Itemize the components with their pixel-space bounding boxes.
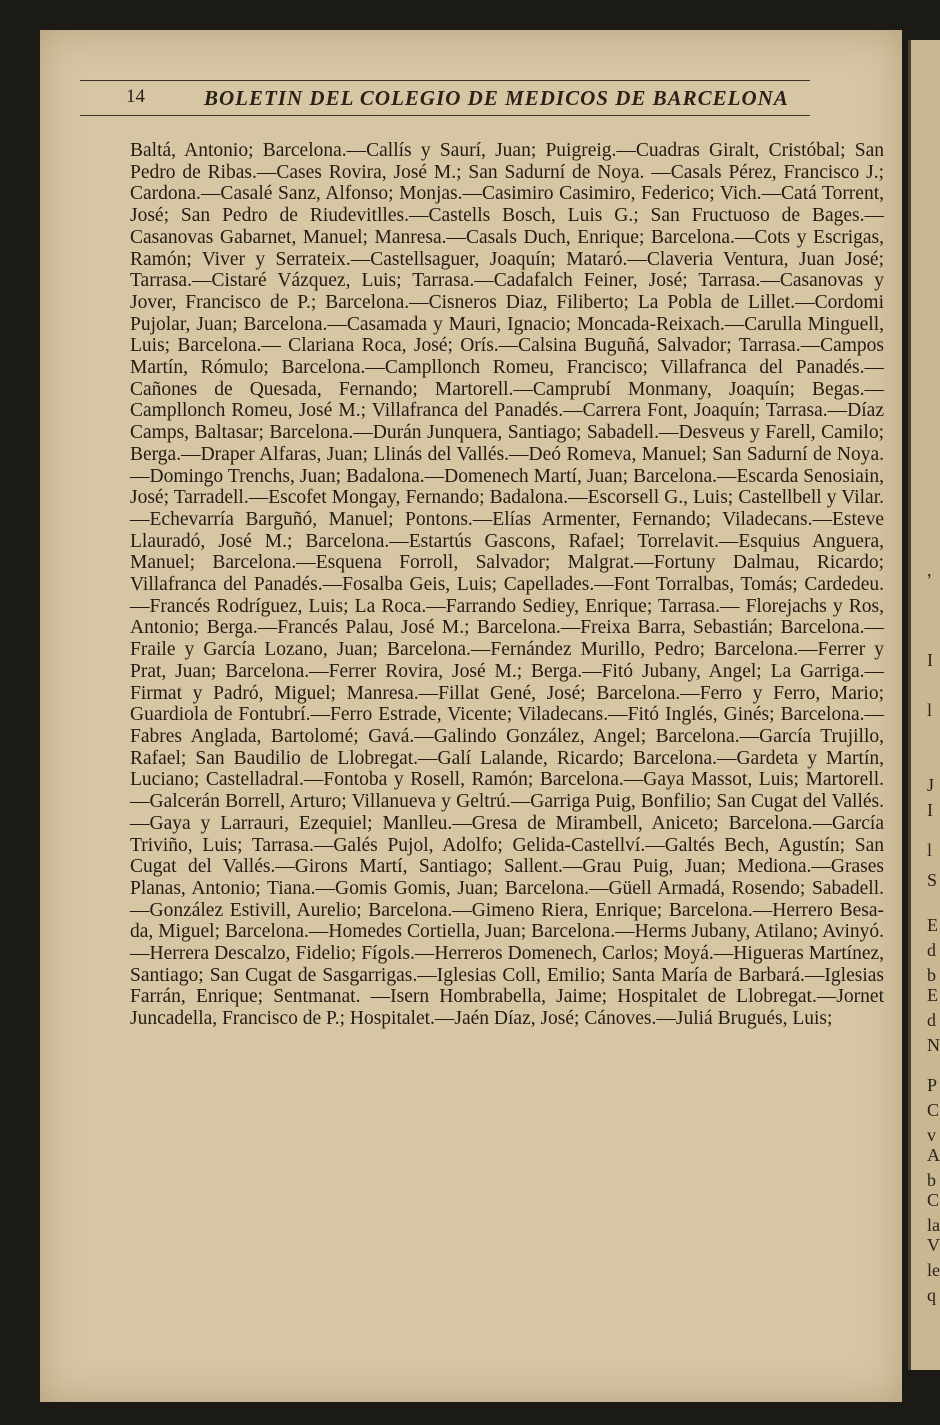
page-number: 14: [126, 86, 145, 107]
member-list-text: Baltá, Antonio; Barcelona.—Callís y Saurí, Juan; Puigreig.—Cuadras Giralt, Cristóbal; San Pedro de Ribas.—Cases Rovira, José M.; San Sadurní de Noya. —Casals Pérez, Francisco J.; Cardona.—Casalé Sanz, Alfonso; Monjas.—Casimiro Casimiro, Federico; Vich.—Catá Torrent, José; San Pedro de Riudevitlles.—Castells Bosch, Luis G.; San Fructuoso de Bages.—Casanovas Gabarnet, Manuel; Manresa.—Casals Duch, Enrique; Barcelona.—Cots y Escrigas, Ramón; Viver y Serrateix.—Castellsaguer, Joaquín; Mataró.—Claveria Ventura, Juan José; Tarrasa.—Cistaré Vázquez, Luis; Tarrasa.—Cadafalch Feiner, José; Tarrasa.—Casanovas y Jover, Francisco de P.; Barcelona.—Cisneros Diaz, Filiberto; La Pobla de Lillet.—Cordomi Pujolar, Juan; Barcelona.—Casamada y Mauri, Ignacio; Moncada-Reixach.—Carulla Minguell, Luis; Barcelona.— Clariana Roca, José; Orís.—Calsina Buguñá, Salvador; Tarrasa.—Campos Martín, Rómulo; Barcelona.—Campllonch Romeu, Francisco; Villafranca del Panadés.—Cañones de Quesada, Fernando; Martorell.—Camprubí Monmany, Joaquín; Begas.—Campllonch Romeu, José M.; Villafranca del Panadés.—Carrera Font, Joaquín; Tarrasa.—Díaz Camps, Baltasar; Barcelona.—Durán Junquera, Santiago; Sabadell.—Desveus y Farell, Camilo; Berga.—Draper Alfaras, Juan; Llinás del Vallés.—Deó Romeva, Manuel; San Sadurní de Noya.—Domingo Trenchs, Juan; Badalona.—Domenech Martí, Juan; Barcelona.—Escarda Senosiain, José; Tarradell.—Escofet Mongay, Fernando; Badalona.—Escorsell G., Luis; Castellbell y Vilar.—Echevarría Barguñó, Manuel; Pontons.—Elías Armenter, Fernando; Viladecans.—Esteve Llauradó, José M.; Barcelona.—Estartús Gascons, Rafael; Torrelavit.—Esquius Anguera, Manuel; Barcelona.—Esquena Forroll, Salvador; Malgrat.—Fortuny Dalmau, Ricardo; Villafranca del Panadés.—Fosalba Geis, Luis; Capellades.—Font Torralbas, Tomás; Cardedeu. —Francés Rodríguez, Luis; La Roca.—Farrando Sediey, Enrique; Tarrasa.— Florejachs y Ros, Antonio; Berga.—Francés Palau, José M.; Barcelona.—Freixa Barra, Sebastián; Barcelona.—Fraile y García Lozano, Juan; Barcelona.—Fernández Murillo, Pedro; Barcelona.—Ferrer y Prat, Juan; Barcelona.—Ferrer Rovira, José M.; Berga.—Fitó Jubany, Angel; La Garriga.—Firmat y Padró, Miguel; Manresa.—Fillat Gené, José; Barcelona.—Ferro y Ferro, Mario; Guardiola de Fontubrí.—Ferro Estrade, Vicente; Viladecans.—Fitó Inglés, Ginés; Barcelona.—Fabres Anglada, Bartolomé; Gavá.—Galindo González, Angel; Barcelona.—García Trujillo, Rafael; San Baudilio de Llobregat.—Galí Lalande, Ricardo; Barcelona.—Gardeta y Martín, Luciano; Castelladral.—Fontoba y Rosell, Ramón; Barcelona.—Gaya Massot, Luis; Martorell.—Galcerán Borrell, Arturo; Villanueva y Geltrú.—Garriga Puig, Bonfilio; San Cugat del Vallés.—Gaya y Larrauri, Ezequiel; Manlleu.—Gresa de Mirambell, Aniceto; Barcelona.—García Triviño, Luis; Tarrasa.—Galés Pujol, Adolfo; Gelida-Castellví.—Galtés Bech, Agustín; San Cugat del Vallés.—Girons Martí, Santiago; Sallent.—Grau Puig, Juan; Mediona.—Grases Planas, Antonio; Tiana.—Gomis Gomis, Juan; Barcelona.—Güell Armadá, Rosendo; Sabadell.—González Estivill, Aurelio; Barcelona.—Gimeno Riera, Enrique; Barcelona.—Herrero Besada, Miguel; Barcelona.—Homedes Cortiella, Juan; Barcelona.—Herms Jubany, Atilano; Avinyó.—Herrera Descalzo, Fidelio; Fígols.—Herreros Domenech, Carlos; Moyá.—Higueras Martínez, Santiago; San Cugat de Sasgarrigas.—Iglesias Coll, Emilio; Santa María de Barbará.—Iglesias Farrán, Enrique; Sentmanat. —Isern Hombrabella, Jaime; Hospitalet de Llobregat.—Jornet Juncadella, Francisco de P.; Hospitalet.—Jaén Díaz, José; Cánoves.—Juliá Brugués, Luis;: [130, 140, 884, 1030]
journal-title: BOLETIN DEL COLEGIO DE MEDICOS DE BARCELONA: [204, 86, 789, 110]
header-top-rule: [80, 80, 810, 81]
header-bottom-rule: [80, 115, 810, 116]
adjacent-page-edge: , I l J I l S E d b E d N P C v A b C la V le q: [908, 40, 940, 1370]
running-header: [80, 60, 810, 116]
